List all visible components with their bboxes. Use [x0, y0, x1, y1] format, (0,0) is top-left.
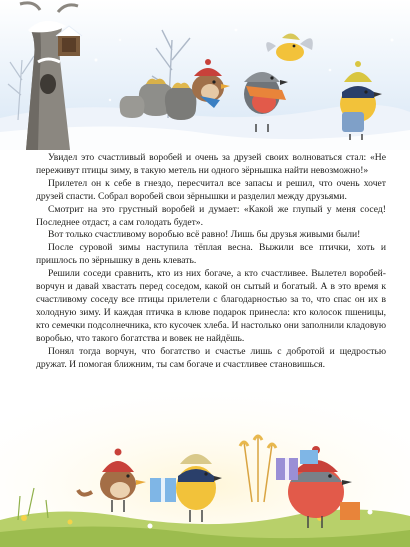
story-paragraph: После суровой зимы наступила тёплая весна. Выжили все птички, хоть и пришлось по зёрнышку в день клевать. [36, 242, 386, 267]
story-text [36, 152, 386, 371]
story-paragraph: Понял тогда ворчун, что богатство и счастье лишь с добротой и щедростью дружат. И помогая ближним, ты сам богаче и счастливее становишься. [36, 345, 386, 370]
story-paragraph: Увидел это счастливый воробей и очень за друзей своих волноваться стал: «Не переживут птицы зиму, в такую метель ни одного зёрнышка найти невозможно!» [36, 152, 386, 176]
spring-birds-illustration [0, 392, 410, 547]
story-paragraph: Вот только счастливому воробью всё равно! Лишь бы друзья живыми были! [48, 229, 361, 241]
story-paragraph: Прилетел он к себе в гнездо, пересчитал все запасы и решил, что очень хочет друзей спасти. Собрал воробей свои зёрнышки и разделил между друзьями. [36, 177, 386, 202]
winter-birds-illustration [0, 0, 410, 150]
story-paragraph: Решили соседи сравнить, кто из них богаче, а кто счастливее. Вылетел воробей-ворчун и давай хвастать перед соседом, какой он сытый и богатый. А в это время к счастливому соседу все птицы прилетели с благодарностью за то, что спас он их в холодную зиму. И каждая птичка в клюве подарок принесла: кто колосок пшеницы, кто семечки подсолнечника, кто кусочек хлеба. И настолько они заполнили кладовую воробью, что такого богатства и вовек не найдёшь. [36, 268, 386, 344]
story-paragraph: Смотрит на это грустный воробей и думает: «Какой же глупый у меня сосед! Последнее отдаст, а сам голодать будет». [36, 203, 386, 228]
